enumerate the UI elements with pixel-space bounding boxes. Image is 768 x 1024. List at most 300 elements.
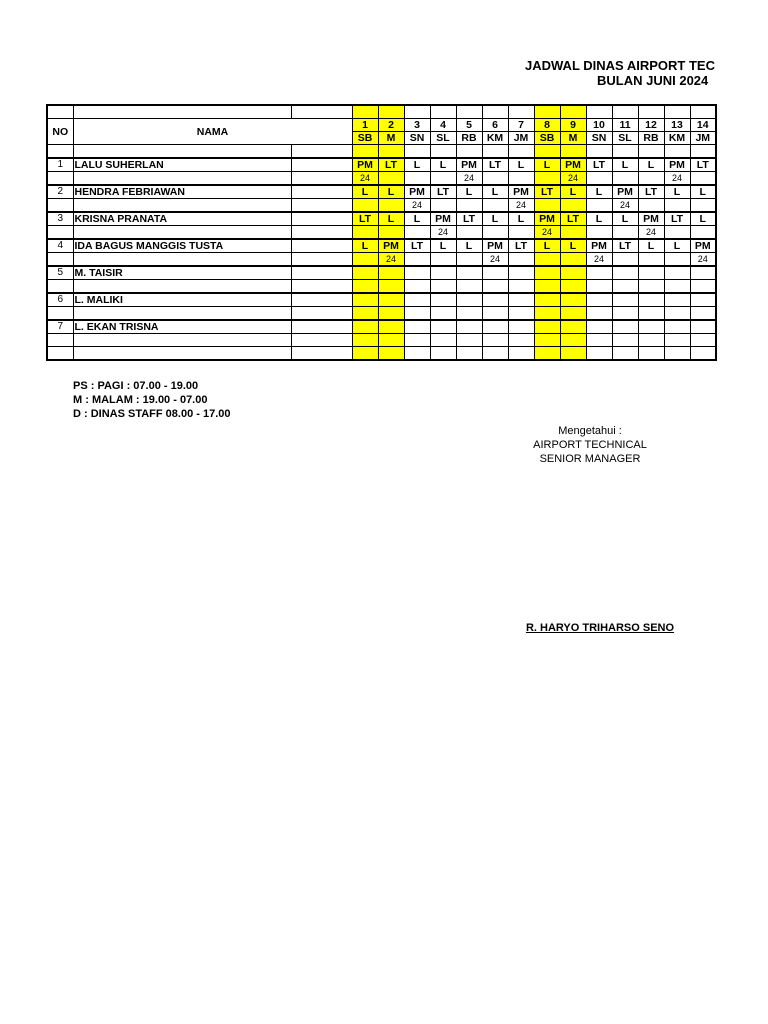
empty-cell [560,347,586,361]
shift-cell [404,320,430,334]
shift-mark-cell [482,334,508,347]
day-number-cell: 7 [508,119,534,132]
shift-cell [482,293,508,307]
weekday-cell: SN [586,132,612,145]
shift-cell: LT [456,212,482,226]
empty-cell [690,145,716,159]
shift-mark-cell [586,307,612,321]
shift-cell: L [612,212,638,226]
table-row [47,226,716,240]
shift-cell: PM [508,185,534,199]
employee-name: L. EKAN TRISNA [73,320,291,334]
shift-cell [690,266,716,280]
shift-cell: PM [690,239,716,253]
header-no: NO [47,119,73,145]
shift-mark-cell [690,226,716,240]
shift-cell [664,266,690,280]
shift-cell [456,320,482,334]
shift-mark-cell [638,307,664,321]
shift-cell [612,293,638,307]
empty-cell [612,145,638,159]
empty-cell [404,105,430,119]
shift-mark-cell: 24 [404,199,430,213]
shift-cell [534,293,560,307]
empty-cell [586,105,612,119]
shift-mark-cell [352,307,378,321]
empty-cell [534,145,560,159]
weekday-cell: SL [612,132,638,145]
shift-mark-cell [638,172,664,186]
table-row [47,280,716,294]
shift-mark-cell [534,280,560,294]
table-row [47,347,716,361]
empty-cell [47,226,73,240]
empty-cell [291,334,352,347]
shift-mark-cell [638,253,664,267]
empty-cell [73,334,291,347]
weekday-cell: JM [690,132,716,145]
row-number: 6 [47,293,73,307]
empty-cell [291,172,352,186]
shift-mark-cell [664,226,690,240]
shift-cell [560,293,586,307]
shift-cell: L [612,158,638,172]
shift-cell: PM [456,158,482,172]
day-number-cell: 14 [690,119,716,132]
weekday-cell: SB [534,132,560,145]
shift-mark-cell [482,199,508,213]
shift-mark-cell: 24 [560,172,586,186]
shift-mark-cell [664,280,690,294]
shift-mark-cell [430,172,456,186]
empty-cell [291,158,352,172]
schedule-table [46,104,717,361]
shift-mark-cell [430,334,456,347]
weekday-cell: JM [508,132,534,145]
shift-mark-cell [430,253,456,267]
empty-cell [456,347,482,361]
shift-cell: PM [404,185,430,199]
shift-cell: L [482,185,508,199]
shift-cell [612,266,638,280]
empty-cell [291,280,352,294]
day-number-cell: 5 [456,119,482,132]
shift-mark-cell [560,226,586,240]
shift-cell: L [404,158,430,172]
shift-mark-cell: 24 [612,199,638,213]
shift-mark-cell [404,334,430,347]
shift-mark-cell [404,253,430,267]
shift-mark-cell [690,199,716,213]
empty-cell [73,253,291,267]
shift-cell [404,293,430,307]
shift-mark-cell [560,280,586,294]
shift-mark-cell [404,280,430,294]
shift-mark-cell [482,226,508,240]
shift-cell [456,266,482,280]
empty-cell [47,334,73,347]
empty-cell [482,145,508,159]
empty-cell [291,253,352,267]
empty-cell [430,145,456,159]
shift-cell: L [560,239,586,253]
day-number-cell: 3 [404,119,430,132]
empty-cell [508,145,534,159]
shift-mark-cell [534,172,560,186]
legend-line: PS : PAGI : 07.00 - 19.00 [73,380,199,392]
employee-name: M. TAISIR [73,266,291,280]
empty-cell [73,199,291,213]
shift-cell [430,266,456,280]
table-row [47,145,716,159]
shift-mark-cell [612,253,638,267]
shift-cell [352,293,378,307]
empty-cell [47,280,73,294]
table-row [47,212,716,226]
shift-mark-cell [560,334,586,347]
shift-mark-cell [534,253,560,267]
shift-mark-cell [352,253,378,267]
shift-cell [612,320,638,334]
legend-line: D : DINAS STAFF 08.00 - 17.00 [73,408,231,420]
shift-cell [560,320,586,334]
empty-cell [586,145,612,159]
empty-cell [73,145,291,159]
shift-cell: L [586,212,612,226]
empty-cell [378,145,404,159]
shift-mark-cell [638,334,664,347]
empty-cell [291,145,352,159]
empty-cell [291,105,352,119]
shift-mark-cell [560,307,586,321]
shift-mark-cell [612,172,638,186]
shift-mark-cell [482,280,508,294]
empty-cell [456,105,482,119]
shift-cell: LT [534,185,560,199]
shift-mark-cell: 24 [378,253,404,267]
shift-cell: L [560,185,586,199]
shift-mark-cell [508,253,534,267]
shift-cell: LT [586,158,612,172]
shift-cell [560,266,586,280]
shift-cell [482,320,508,334]
shift-cell: PM [586,239,612,253]
shift-cell [638,293,664,307]
shift-mark-cell [404,226,430,240]
shift-cell: LT [508,239,534,253]
empty-cell [73,172,291,186]
shift-cell: L [352,185,378,199]
shift-cell [638,266,664,280]
empty-cell [73,226,291,240]
empty-cell [404,347,430,361]
shift-cell [378,266,404,280]
day-number-cell: 8 [534,119,560,132]
acknowledged-label: Mengetahui : [558,425,622,437]
signatory-name: R. HARYO TRIHARSO SENO [525,622,675,634]
shift-mark-cell: 24 [482,253,508,267]
empty-cell [291,293,352,307]
shift-cell: PM [378,239,404,253]
shift-mark-cell [404,307,430,321]
day-number-cell: 2 [378,119,404,132]
empty-cell [291,239,352,253]
shift-mark-cell [456,307,482,321]
shift-mark-cell [690,280,716,294]
shift-mark-cell [690,334,716,347]
weekday-cell: RB [456,132,482,145]
shift-mark-cell [430,307,456,321]
table-row [47,158,716,172]
shift-mark-cell [560,253,586,267]
shift-cell: L [690,212,716,226]
shift-mark-cell [612,307,638,321]
employee-name: HENDRA FEBRIAWAN [73,185,291,199]
empty-cell [47,307,73,321]
empty-cell [73,105,291,119]
empty-cell [534,347,560,361]
shift-cell: PM [638,212,664,226]
shift-mark-cell: 24 [430,226,456,240]
shift-mark-cell [378,172,404,186]
shift-cell: L [508,158,534,172]
weekday-cell: SN [404,132,430,145]
shift-mark-cell [430,280,456,294]
shift-cell: L [638,239,664,253]
empty-cell [291,320,352,334]
shift-mark-cell [534,334,560,347]
shift-cell: PM [482,239,508,253]
shift-cell: LT [378,158,404,172]
shift-mark-cell [534,199,560,213]
empty-cell [291,199,352,213]
shift-mark-cell [586,334,612,347]
weekday-cell: RB [638,132,664,145]
empty-cell [508,347,534,361]
shift-mark-cell: 24 [690,253,716,267]
shift-cell: PM [430,212,456,226]
shift-mark-cell [534,307,560,321]
day-number-cell: 13 [664,119,690,132]
shift-cell: PM [612,185,638,199]
shift-cell: L [664,185,690,199]
table-row [47,105,716,119]
shift-cell: L [404,212,430,226]
shift-cell [586,293,612,307]
shift-mark-cell [508,307,534,321]
row-number: 7 [47,320,73,334]
row-number: 2 [47,185,73,199]
shift-cell: LT [560,212,586,226]
table-row [47,199,716,213]
shift-cell [586,266,612,280]
shift-cell: L [482,212,508,226]
row-number: 5 [47,266,73,280]
shift-mark-cell [352,199,378,213]
document-subtitle: BULAN JUNI 2024 [597,73,709,88]
shift-mark-cell [508,334,534,347]
shift-cell: LT [482,158,508,172]
empty-cell [560,105,586,119]
empty-cell [352,105,378,119]
empty-cell [47,145,73,159]
shift-cell: L [664,239,690,253]
empty-cell [430,105,456,119]
shift-mark-cell [508,226,534,240]
empty-cell [291,185,352,199]
empty-cell [690,105,716,119]
shift-mark-cell [404,172,430,186]
table-row [47,307,716,321]
shift-mark-cell [560,199,586,213]
table-row [47,172,716,186]
shift-cell [664,293,690,307]
shift-mark-cell [456,226,482,240]
shift-mark-cell [664,307,690,321]
shift-cell [534,266,560,280]
shift-mark-cell: 24 [586,253,612,267]
row-number: 3 [47,212,73,226]
shift-cell [430,293,456,307]
table-row [47,293,716,307]
employee-name: LALU SUHERLAN [73,158,291,172]
table-row [47,320,716,334]
shift-cell [404,266,430,280]
shift-cell: L [586,185,612,199]
empty-cell [638,145,664,159]
empty-cell [378,347,404,361]
table-row [47,334,716,347]
shift-cell [508,293,534,307]
shift-cell: L [638,158,664,172]
empty-cell [291,266,352,280]
signatory-title-line2: SENIOR MANAGER [539,453,641,465]
shift-mark-cell [482,307,508,321]
shift-cell [456,293,482,307]
empty-cell [291,347,352,361]
shift-mark-cell [378,199,404,213]
shift-cell: PM [534,212,560,226]
shift-cell: PM [352,158,378,172]
empty-cell [291,307,352,321]
empty-cell [638,105,664,119]
shift-cell: LT [352,212,378,226]
empty-cell [73,307,291,321]
shift-cell [352,266,378,280]
empty-cell [430,347,456,361]
shift-mark-cell [586,226,612,240]
table-row [47,253,716,267]
table-row [47,185,716,199]
weekday-cell: KM [664,132,690,145]
empty-cell [378,105,404,119]
shift-cell [378,293,404,307]
shift-mark-cell [586,280,612,294]
shift-cell: L [378,212,404,226]
shift-cell: LT [404,239,430,253]
employee-name: IDA BAGUS MANGGIS TUSTA [73,239,291,253]
weekday-cell: M [560,132,586,145]
shift-mark-cell [482,172,508,186]
empty-cell [47,105,73,119]
shift-mark-cell [638,280,664,294]
empty-cell [47,172,73,186]
shift-mark-cell [456,334,482,347]
day-number-cell: 10 [586,119,612,132]
empty-cell [482,105,508,119]
employee-name: KRISNA PRANATA [73,212,291,226]
shift-mark-cell [352,226,378,240]
signatory-title-line1: AIRPORT TECHNICAL [533,439,647,451]
shift-mark-cell: 24 [352,172,378,186]
shift-cell: L [534,158,560,172]
empty-cell [352,145,378,159]
shift-cell [352,320,378,334]
weekday-cell: SL [430,132,456,145]
legend-line: M : MALAM : 19.00 - 07.00 [73,394,208,406]
shift-mark-cell [664,199,690,213]
shift-cell [638,320,664,334]
empty-cell [291,226,352,240]
shift-mark-cell: 24 [534,226,560,240]
shift-mark-cell [430,199,456,213]
empty-cell [664,145,690,159]
shift-cell [482,266,508,280]
shift-cell [430,320,456,334]
shift-cell: L [456,239,482,253]
shift-cell [508,266,534,280]
shift-mark-cell: 24 [456,172,482,186]
empty-cell [508,105,534,119]
shift-cell: L [430,158,456,172]
shift-mark-cell: 24 [508,199,534,213]
shift-cell [586,320,612,334]
shift-mark-cell [612,334,638,347]
shift-mark-cell [508,172,534,186]
shift-mark-cell [664,253,690,267]
empty-cell [291,212,352,226]
shift-mark-cell [378,307,404,321]
shift-mark-cell [456,253,482,267]
empty-cell [612,347,638,361]
shift-mark-cell [378,226,404,240]
empty-cell [586,347,612,361]
shift-mark-cell [456,199,482,213]
shift-cell: LT [612,239,638,253]
table-row [47,266,716,280]
document-title: JADWAL DINAS AIRPORT TEC [525,58,715,73]
table-row [47,239,716,253]
shift-cell [378,320,404,334]
shift-mark-cell [690,307,716,321]
empty-cell [47,347,73,361]
empty-cell [612,105,638,119]
weekday-cell: M [378,132,404,145]
header-name: NAMA [73,119,352,145]
weekday-cell: KM [482,132,508,145]
shift-cell [508,320,534,334]
shift-cell: L [430,239,456,253]
shift-mark-cell [508,280,534,294]
empty-cell [482,347,508,361]
shift-mark-cell: 24 [638,226,664,240]
empty-cell [638,347,664,361]
shift-cell: L [352,239,378,253]
day-number-cell: 1 [352,119,378,132]
shift-cell: L [534,239,560,253]
weekday-cell: SB [352,132,378,145]
shift-mark-cell [378,334,404,347]
